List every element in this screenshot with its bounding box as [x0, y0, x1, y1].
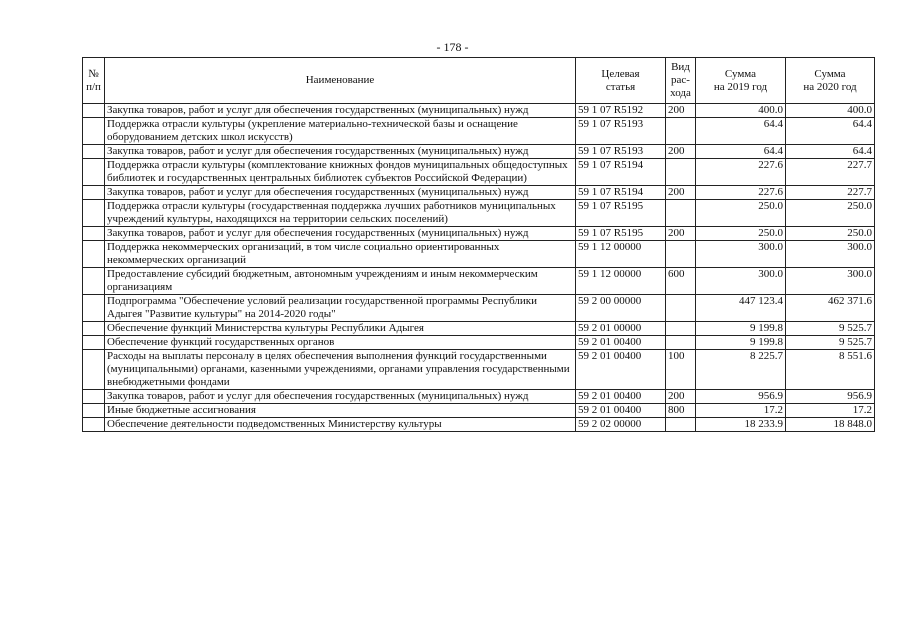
cell-num — [83, 322, 105, 336]
cell-kind: 200 — [666, 145, 696, 159]
header-name: Наименование — [105, 58, 576, 104]
cell-sum-2020: 462 371.6 — [786, 295, 875, 322]
cell-sum-2020: 227.7 — [786, 186, 875, 200]
cell-name: Обеспечение деятельности подведомственных Министерству культуры — [105, 418, 576, 432]
cell-sum-2020: 300.0 — [786, 268, 875, 295]
cell-sum-2019: 250.0 — [696, 227, 786, 241]
cell-kind — [666, 241, 696, 268]
cell-num — [83, 227, 105, 241]
header-sum-2020 — [786, 58, 875, 104]
cell-name: Поддержка отрасли культуры (комплектование книжных фондов муниципальных общедоступных библиотек и государственных центральных библиотек субъектов Российской Федерации) — [105, 159, 576, 186]
cell-code: 59 1 07 R5194 — [576, 159, 666, 186]
cell-sum-2019: 250.0 — [696, 200, 786, 227]
table-row — [83, 350, 875, 390]
cell-sum-2020: 250.0 — [786, 227, 875, 241]
cell-code: 59 1 07 R5195 — [576, 227, 666, 241]
cell-name: Закупка товаров, работ и услуг для обеспечения государственных (муниципальных) нужд — [105, 145, 576, 159]
cell-name: Закупка товаров, работ и услуг для обеспечения государственных (муниципальных) нужд — [105, 390, 576, 404]
cell-code: 59 2 01 00400 — [576, 336, 666, 350]
cell-code: 59 1 07 R5193 — [576, 118, 666, 145]
cell-num — [83, 268, 105, 295]
cell-num — [83, 295, 105, 322]
table-row — [83, 404, 875, 418]
cell-code: 59 2 02 00000 — [576, 418, 666, 432]
cell-num — [83, 186, 105, 200]
cell-sum-2019: 227.6 — [696, 159, 786, 186]
cell-sum-2019: 300.0 — [696, 241, 786, 268]
cell-sum-2020: 400.0 — [786, 104, 875, 118]
cell-sum-2020: 9 525.7 — [786, 336, 875, 350]
cell-sum-2020: 227.7 — [786, 159, 875, 186]
cell-num — [83, 350, 105, 390]
cell-sum-2019: 8 225.7 — [696, 350, 786, 390]
cell-num — [83, 145, 105, 159]
header-num — [83, 58, 105, 104]
cell-name: Закупка товаров, работ и услуг для обеспечения государственных (муниципальных) нужд — [105, 227, 576, 241]
cell-name: Иные бюджетные ассигнования — [105, 404, 576, 418]
cell-code: 59 2 01 00000 — [576, 322, 666, 336]
table-row — [83, 186, 875, 200]
cell-name: Закупка товаров, работ и услуг для обеспечения государственных (муниципальных) нужд — [105, 186, 576, 200]
table-row — [83, 145, 875, 159]
table-header-row — [83, 58, 875, 104]
table-row — [83, 268, 875, 295]
cell-kind — [666, 295, 696, 322]
header-kind-line: Вид — [671, 61, 690, 73]
cell-sum-2019: 447 123.4 — [696, 295, 786, 322]
cell-kind — [666, 159, 696, 186]
cell-name: Подпрограмма "Обеспечение условий реализации государственной программы Республики Адыгея "Развитие культуры" на 2014-2020 годы" — [105, 295, 576, 322]
header-num-line: № — [88, 67, 99, 80]
cell-num — [83, 118, 105, 145]
cell-num — [83, 104, 105, 118]
cell-code: 59 2 01 00400 — [576, 404, 666, 418]
table-row — [83, 418, 875, 432]
page-number: - 178 - — [436, 40, 469, 54]
cell-sum-2020: 250.0 — [786, 200, 875, 227]
cell-num — [83, 418, 105, 432]
cell-name: Поддержка некоммерческих организаций, в том числе социально ориентированных некоммерческих организаций — [105, 241, 576, 268]
cell-name: Поддержка отрасли культуры (укрепление материально-технической базы и оснащение оборудованием детских школ искусств) — [105, 118, 576, 145]
header-kind-line: рас- — [671, 74, 690, 86]
table-row — [83, 295, 875, 322]
cell-sum-2019: 300.0 — [696, 268, 786, 295]
cell-sum-2020: 17.2 — [786, 404, 875, 418]
header-sum-2019-line: на 2019 год — [713, 80, 768, 93]
header-kind-line: хода — [670, 87, 691, 99]
header-sum-2020-line: Сумма — [814, 67, 846, 80]
cell-sum-2020: 956.9 — [786, 390, 875, 404]
cell-kind: 600 — [666, 268, 696, 295]
table-row — [83, 159, 875, 186]
cell-kind: 200 — [666, 186, 696, 200]
cell-name: Обеспечение функций Министерства культуры Республики Адыгея — [105, 322, 576, 336]
cell-sum-2020: 9 525.7 — [786, 322, 875, 336]
cell-kind: 200 — [666, 227, 696, 241]
cell-kind: 100 — [666, 350, 696, 390]
table-row — [83, 241, 875, 268]
header-code-line: статья — [605, 80, 636, 93]
cell-name: Расходы на выплаты персоналу в целях обеспечения выполнения функций государственными (муниципальными) органами, казенными учреждениями, органами управления государственными внебюджетными фондами — [105, 350, 576, 390]
cell-sum-2019: 227.6 — [696, 186, 786, 200]
cell-num — [83, 336, 105, 350]
header-kind — [666, 58, 696, 104]
table-row — [83, 336, 875, 350]
cell-kind — [666, 118, 696, 145]
cell-kind — [666, 418, 696, 432]
cell-name: Обеспечение функций государственных органов — [105, 336, 576, 350]
table-row — [83, 200, 875, 227]
cell-num — [83, 159, 105, 186]
cell-name: Поддержка отрасли культуры (государственная поддержка лучших работников муниципальных учреждений культуры, находящихся на территории сельских поселений) — [105, 200, 576, 227]
budget-table — [82, 57, 875, 432]
cell-num — [83, 390, 105, 404]
cell-sum-2020: 300.0 — [786, 241, 875, 268]
cell-sum-2020: 64.4 — [786, 118, 875, 145]
cell-sum-2019: 9 199.8 — [696, 322, 786, 336]
cell-num — [83, 404, 105, 418]
table-row — [83, 104, 875, 118]
cell-sum-2020: 8 551.6 — [786, 350, 875, 390]
cell-code: 59 2 01 00400 — [576, 350, 666, 390]
cell-sum-2019: 18 233.9 — [696, 418, 786, 432]
cell-name: Закупка товаров, работ и услуг для обеспечения государственных (муниципальных) нужд — [105, 104, 576, 118]
cell-num — [83, 200, 105, 227]
cell-code: 59 2 01 00400 — [576, 390, 666, 404]
cell-code: 59 1 07 R5195 — [576, 200, 666, 227]
cell-kind: 200 — [666, 104, 696, 118]
cell-sum-2020: 18 848.0 — [786, 418, 875, 432]
header-sum-2020-line: на 2020 год — [803, 80, 857, 93]
cell-code: 59 2 00 00000 — [576, 295, 666, 322]
cell-name: Предоставление субсидий бюджетным, автономным учреждениям и иным некоммерческим организациям — [105, 268, 576, 295]
cell-sum-2020: 64.4 — [786, 145, 875, 159]
cell-kind: 800 — [666, 404, 696, 418]
header-num-line: п/п — [86, 80, 101, 93]
table-row — [83, 322, 875, 336]
cell-code: 59 1 12 00000 — [576, 241, 666, 268]
cell-sum-2019: 64.4 — [696, 118, 786, 145]
table-row — [83, 118, 875, 145]
cell-code: 59 1 07 R5194 — [576, 186, 666, 200]
cell-kind — [666, 322, 696, 336]
header-code-line: Целевая — [601, 67, 640, 80]
cell-sum-2019: 9 199.8 — [696, 336, 786, 350]
cell-code: 59 1 12 00000 — [576, 268, 666, 295]
cell-code: 59 1 07 R5193 — [576, 145, 666, 159]
cell-sum-2019: 400.0 — [696, 104, 786, 118]
table-row — [83, 390, 875, 404]
cell-sum-2019: 956.9 — [696, 390, 786, 404]
header-sum-2019 — [696, 58, 786, 104]
cell-sum-2019: 17.2 — [696, 404, 786, 418]
table-row — [83, 227, 875, 241]
cell-kind: 200 — [666, 390, 696, 404]
cell-kind — [666, 200, 696, 227]
cell-code: 59 1 07 R5192 — [576, 104, 666, 118]
header-code — [576, 58, 666, 104]
cell-sum-2019: 64.4 — [696, 145, 786, 159]
cell-kind — [666, 336, 696, 350]
header-sum-2019-line: Сумма — [724, 67, 757, 80]
cell-num — [83, 241, 105, 268]
